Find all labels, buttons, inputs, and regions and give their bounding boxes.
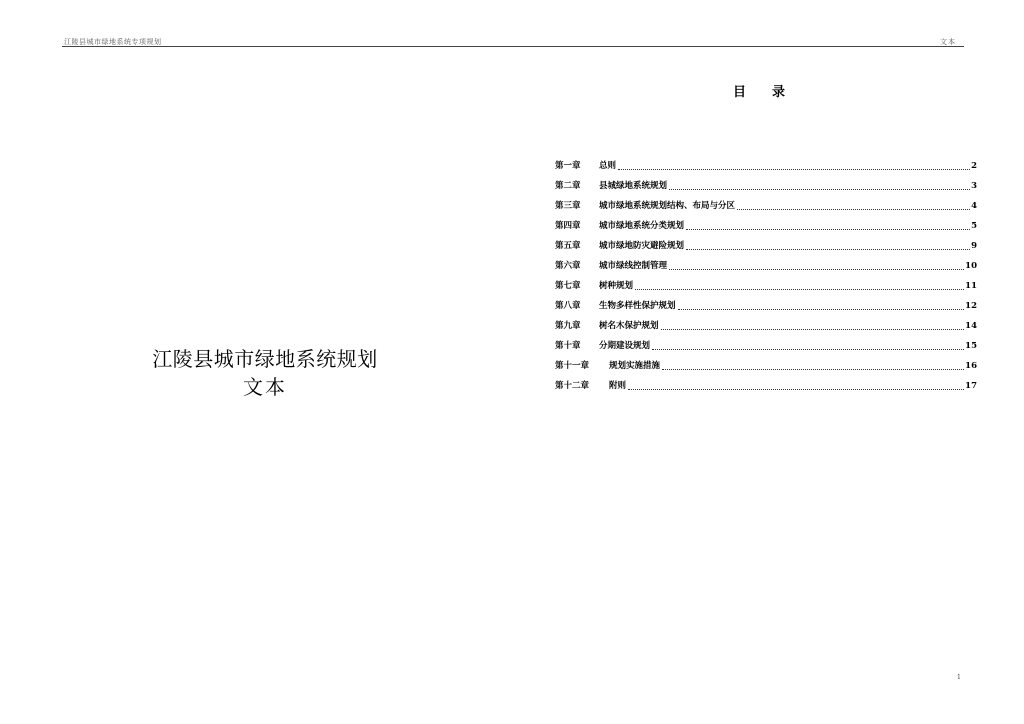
toc-entry[interactable]	[555, 172, 977, 192]
toc-heading-char: 目	[733, 85, 747, 100]
toc-entry-title: 县城绿地系统规划	[599, 181, 668, 191]
toc-entry[interactable]	[555, 252, 977, 272]
toc-entry[interactable]	[555, 192, 977, 212]
toc-dot-leader	[618, 169, 970, 170]
toc-chapter-label: 第十二章	[555, 381, 590, 391]
toc-entry[interactable]	[555, 292, 977, 312]
toc-page-number: 9	[971, 241, 977, 251]
toc-page-number: 2	[971, 161, 977, 171]
toc-chapter-label: 第八章	[555, 301, 581, 311]
toc-chapter-label: 第九章	[555, 321, 581, 331]
toc-chapter-label: 第十一章	[555, 361, 590, 371]
toc-chapter-label: 第三章	[555, 201, 581, 211]
table-of-contents	[555, 152, 977, 392]
toc-page-number: 16	[965, 361, 977, 371]
toc-entry[interactable]	[555, 332, 977, 352]
toc-entry-title: 生物多样性保护规划	[599, 301, 676, 311]
toc-chapter-label: 第六章	[555, 261, 581, 271]
toc-entry[interactable]	[555, 372, 977, 392]
header-rule	[62, 46, 964, 47]
toc-page-number: 14	[965, 321, 977, 331]
toc-entry-title: 规划实施措施	[609, 361, 661, 371]
header-document-title: 江陵县城市绿地系统专项规划	[64, 38, 162, 46]
toc-page-number: 11	[965, 281, 977, 291]
toc-entry-title: 城市绿地系统规划结构、布局与分区	[599, 201, 736, 211]
toc-dot-leader	[669, 269, 964, 270]
toc-dot-leader	[661, 329, 965, 330]
toc-page-number: 17	[965, 381, 977, 391]
toc-page-number: 10	[965, 261, 977, 271]
toc-chapter-label: 第七章	[555, 281, 581, 291]
toc-chapter-label: 第十章	[555, 341, 581, 351]
toc-entry-title: 城市绿地防灾避险规划	[599, 241, 685, 251]
toc-dot-leader	[669, 189, 970, 190]
toc-chapter-label: 第二章	[555, 181, 581, 191]
toc-entry-title: 附则	[609, 381, 627, 391]
toc-entry-title: 城市绿线控制管理	[599, 261, 668, 271]
toc-entry[interactable]	[555, 152, 977, 172]
page-number: 1	[957, 674, 961, 681]
toc-heading-char: 录	[772, 85, 786, 100]
toc-chapter-label: 第一章	[555, 161, 581, 171]
toc-entry[interactable]	[555, 232, 977, 252]
toc-entry[interactable]	[555, 212, 977, 232]
toc-entry[interactable]	[555, 352, 977, 372]
toc-page-number: 12	[965, 301, 977, 311]
toc-entry-title: 分期建设规划	[599, 341, 651, 351]
toc-dot-leader	[737, 209, 970, 210]
toc-entry-title: 总则	[599, 161, 617, 171]
toc-dot-leader	[686, 229, 970, 230]
toc-dot-leader	[652, 349, 964, 350]
toc-dot-leader	[678, 309, 965, 310]
toc-page-number: 3	[971, 181, 977, 191]
cover-title: 江陵县城市绿地系统规划	[152, 347, 378, 371]
toc-dot-leader	[686, 249, 970, 250]
toc-page-number: 15	[965, 341, 977, 351]
toc-chapter-label: 第四章	[555, 221, 581, 231]
toc-dot-leader	[662, 369, 964, 370]
cover-subtitle: 文本	[243, 375, 287, 399]
toc-entry[interactable]	[555, 272, 977, 292]
toc-entry-title: 树名木保护规划	[599, 321, 659, 331]
running-header	[0, 0, 1024, 48]
toc-heading	[733, 81, 785, 100]
cover-title-block	[130, 345, 400, 401]
toc-page-number: 5	[971, 221, 977, 231]
header-section-label: 文本	[940, 38, 956, 46]
toc-entry-title: 城市绿地系统分类规划	[599, 221, 685, 231]
toc-page-number: 4	[971, 201, 977, 211]
toc-entry[interactable]	[555, 312, 977, 332]
toc-entry-title: 树种规划	[599, 281, 634, 291]
toc-dot-leader	[635, 289, 964, 290]
toc-dot-leader	[628, 389, 964, 390]
toc-chapter-label: 第五章	[555, 241, 581, 251]
